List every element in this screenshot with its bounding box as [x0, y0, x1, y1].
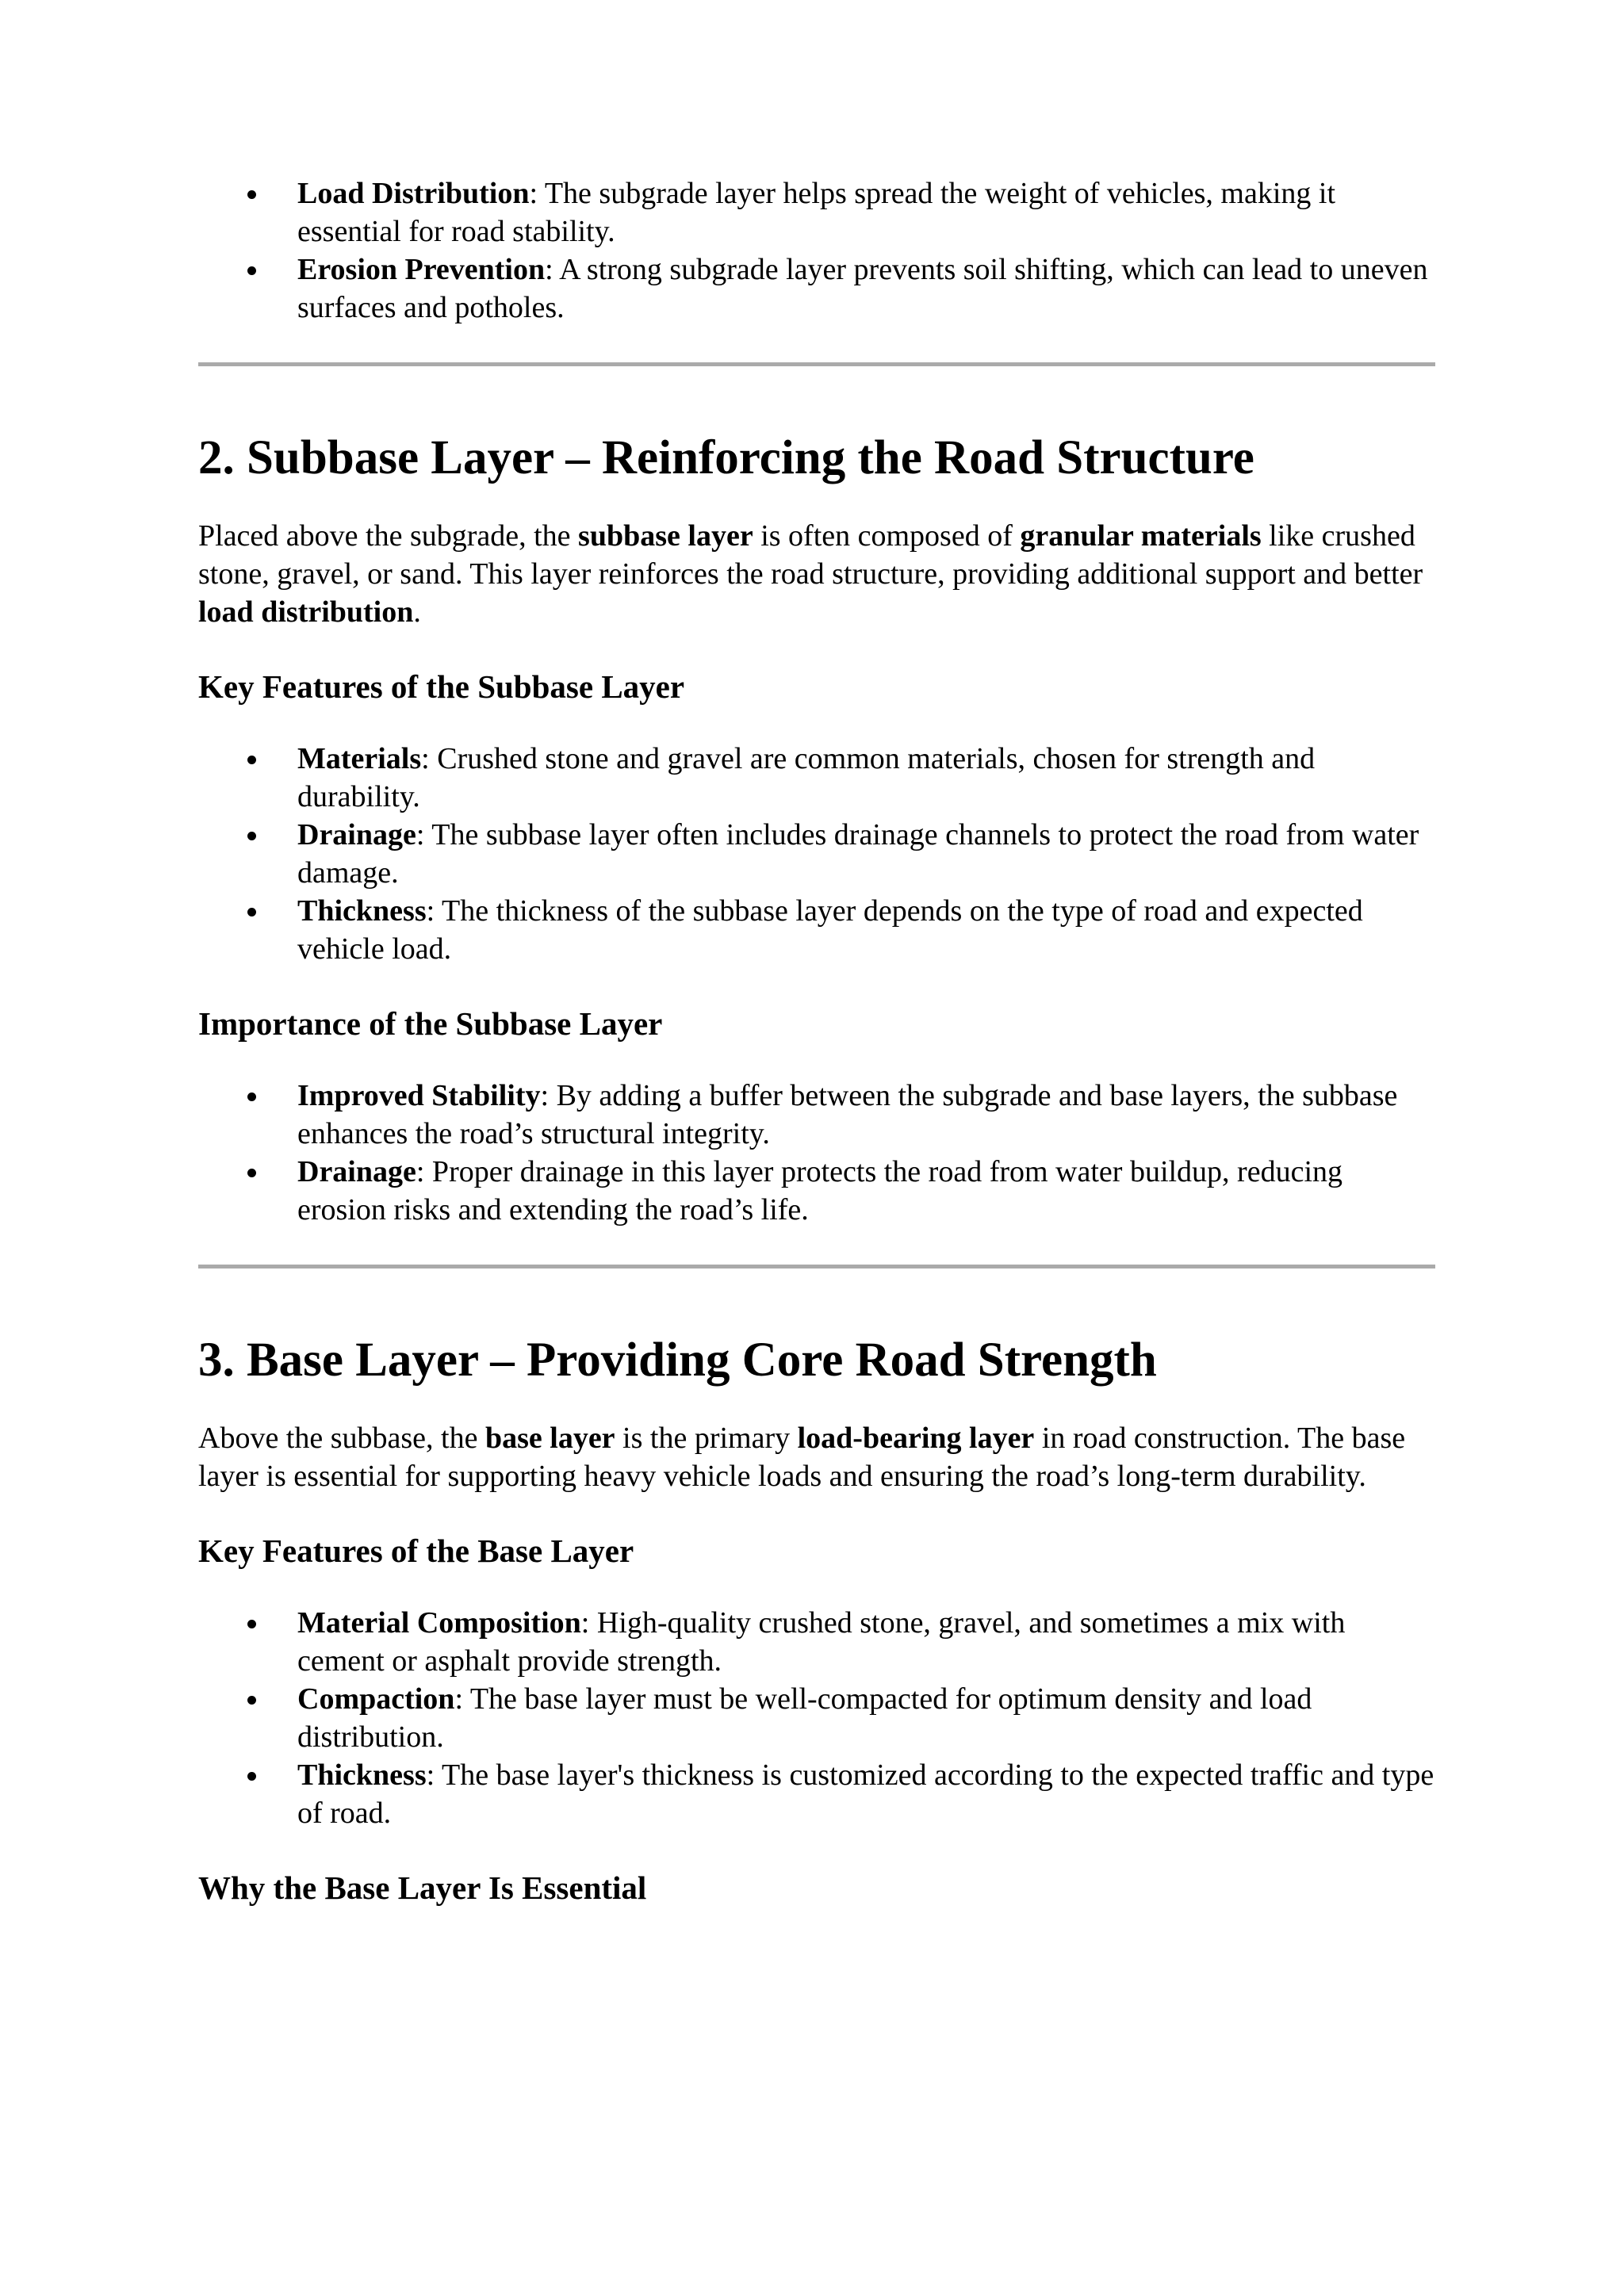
list-item-term: Drainage [297, 1155, 416, 1188]
list-item-text: : The subbase layer often includes drainage channels to protect the road from water damage. [297, 818, 1419, 890]
text-run: Placed above the subgrade, the [198, 519, 579, 553]
list-item-term: Compaction [297, 1682, 455, 1716]
base-essential-heading: Why the Base Layer Is Essential [198, 1869, 647, 1906]
bullet-icon [247, 1696, 256, 1705]
subbase-intro-paragraph [198, 517, 1435, 631]
subbase-importance-heading: Importance of the Subbase Layer [198, 1005, 663, 1042]
document-page [198, 174, 1435, 1908]
bold-run: subbase layer [578, 519, 753, 553]
base-features-heading: Key Features of the Base Layer [198, 1533, 634, 1569]
list-item [198, 1153, 1435, 1229]
list-item-text: : The base layer's thickness is customized according to the expected traffic and type of road. [297, 1758, 1434, 1830]
subbase-features-list [198, 740, 1435, 968]
list-item-term: Erosion Prevention [297, 253, 546, 286]
list-item-text: : The thickness of the subbase layer depends on the type of road and expected vehicle load. [297, 894, 1363, 966]
list-item-text: : High-quality crushed stone, gravel, and sometimes a mix with cement or asphalt provide strength. [297, 1606, 1346, 1678]
bullet-icon [247, 1169, 256, 1177]
bullet-icon [247, 908, 256, 916]
list-item [198, 1756, 1435, 1832]
subbase-importance-list [198, 1077, 1435, 1229]
list-item-term: Thickness [297, 894, 427, 928]
list-item [198, 740, 1435, 816]
bold-run: base layer [485, 1422, 615, 1455]
text-run: Above the subbase, the [198, 1422, 485, 1455]
bullet-icon [247, 832, 256, 840]
base-features-list [198, 1604, 1435, 1832]
list-item [198, 1077, 1435, 1153]
section-title-base: 3. Base Layer – Providing Core Road Strength [198, 1334, 1157, 1387]
section-divider [198, 362, 1435, 366]
list-item [198, 251, 1435, 327]
list-item-term: Materials [297, 742, 422, 775]
list-item-term: Thickness [297, 1758, 427, 1792]
text-run: in road construction. The base layer is essential for supporting heavy vehicle loads and ensuring the road’s long-term durability. [198, 1422, 1406, 1493]
subgrade-importance-list [198, 174, 1435, 327]
list-item [198, 174, 1435, 251]
bullet-icon [247, 1093, 256, 1101]
bullet-icon [247, 756, 256, 764]
text-run: is the primary [615, 1422, 798, 1455]
list-item-text: : Proper drainage in this layer protects the road from water buildup, reducing erosion risks and extending the road’s life. [297, 1155, 1343, 1226]
text-run: is often composed of [753, 519, 1021, 553]
list-item-term: Material Composition [297, 1606, 581, 1640]
bold-run: load distribution [198, 595, 414, 629]
list-item-term: Improved Stability [297, 1079, 541, 1112]
section-divider [198, 1265, 1435, 1269]
section-title-subbase: 2. Subbase Layer – Reinforcing the Road Structure [198, 431, 1254, 484]
bullet-icon [247, 1620, 256, 1628]
bullet-icon [247, 266, 256, 275]
text-run: like crushed stone, gravel, or sand. This layer reinforces the road structure, providing additional support and better [198, 519, 1423, 591]
text-run: . [413, 595, 421, 629]
list-item-text: : Crushed stone and gravel are common materials, chosen for strength and durability. [297, 742, 1316, 813]
list-item-text: : The base layer must be well-compacted for optimum density and load distribution. [297, 1682, 1312, 1754]
list-item [198, 816, 1435, 892]
subbase-features-heading: Key Features of the Subbase Layer [198, 668, 685, 705]
list-item [198, 1604, 1435, 1680]
bullet-icon [247, 1772, 256, 1781]
list-item-text: : The subgrade layer helps spread the weight of vehicles, making it essential for road stability. [297, 177, 1336, 248]
bullet-icon [247, 190, 256, 199]
bold-run: granular materials [1020, 519, 1262, 553]
bold-run: load-bearing layer [797, 1422, 1035, 1455]
base-intro-paragraph [198, 1419, 1435, 1495]
list-item [198, 1680, 1435, 1756]
list-item-text: : A strong subgrade layer prevents soil shifting, which can lead to uneven surfaces and potholes. [297, 253, 1428, 324]
list-item-text: : By adding a buffer between the subgrade and base layers, the subbase enhances the road’s structural integrity. [297, 1079, 1398, 1150]
list-item-term: Load Distribution [297, 177, 530, 210]
list-item [198, 892, 1435, 968]
list-item-term: Drainage [297, 818, 416, 851]
